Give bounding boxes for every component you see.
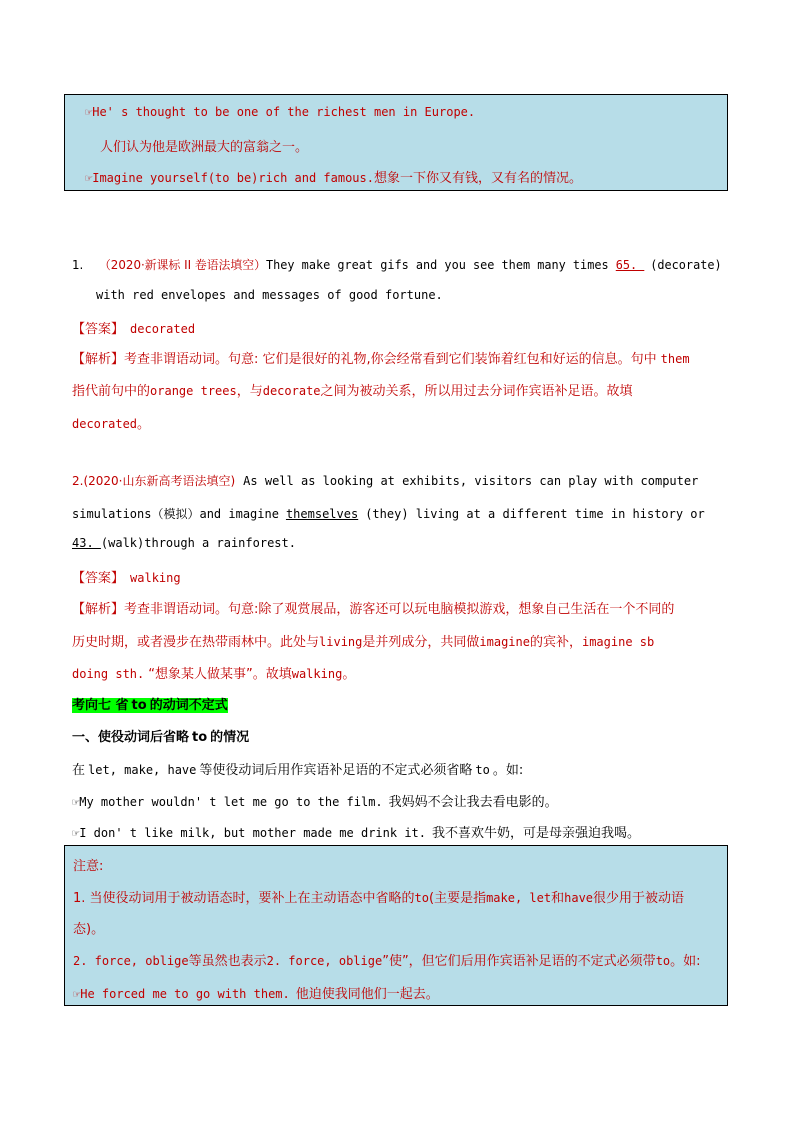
question-2-line-3: 43. (walk)through a rainforest. xyxy=(72,536,296,550)
question-2-explanation-3: doing sth. “想象某人做某事”。故填walking。 xyxy=(72,667,356,682)
subsection-heading: 一、使役动词后省略 to 的情况 xyxy=(72,730,250,745)
note-title: 注意: xyxy=(73,859,104,874)
section-heading: 考向七 省 to 的动词不定式 xyxy=(72,698,228,713)
question-2-line-2: simulations（模拟）and imagine themselves (they) living at a different time in history or xyxy=(72,507,705,521)
note-line-3: 2. force, oblige等虽然也表示2. force, oblige”使”，但它们后用作宾语补足语的不定式必须带to。如: xyxy=(73,954,701,969)
question-1-explanation-1: 【解析】考查非谓语动词。句意: 它们是很好的礼物,你会经常看到它们装饰着红包和好运的信息。句中 them xyxy=(72,352,690,367)
note-line-2: 态)。 xyxy=(73,922,105,937)
question-1-explanation-2: 指代前句中的orange trees，与decorate之间为被动关系，所以用过去分词作宾语补足语。故填 xyxy=(72,384,633,399)
note-line-1: 1. 当使役动词用于被动语态时，要补上在主动语态中省略的to(主要是指make, let和have很少用于被动语 xyxy=(73,891,685,906)
question-2-answer: 【答案】 walking xyxy=(72,571,181,586)
question-2-explanation-2: 历史时期，或者漫步在热带雨林中。此处与living是并列成分，共同做imagine的宾补，imagine sb xyxy=(72,635,655,650)
example-sentence-2: ☞I don' t like milk, but mother made me drink it. 我不喜欢牛奶，可是母亲强迫我喝。 xyxy=(72,826,641,841)
example-sentence-1: ☞My mother wouldn' t let me go to the film. 我妈妈不会让我去看电影的。 xyxy=(72,795,558,810)
question-2-line-1: 2.(2020·山东新高考语法填空) As well as looking at exhibits, visitors can play with computer xyxy=(72,474,699,488)
question-2-explanation-1: 【解析】考查非谓语动词。句意:除了观赏展品，游客还可以玩电脑模拟游戏，想象自己生活在一个不同的 xyxy=(72,602,675,617)
example-line-2: ☞Imagine yourself(to be)rich and famous.想象一下你又有钱，又有名的情况。 xyxy=(85,171,582,186)
question-1-line-1: 1. （2020·新课标 II 卷语法填空）They make great gifs and you see them many times 65. (decorate) xyxy=(72,258,722,272)
example-box-top xyxy=(64,94,728,191)
example-line-1: ☞He' s thought to be one of the richest men in Europe. xyxy=(85,105,476,119)
question-1-answer: 【答案】 decorated xyxy=(72,322,196,337)
question-1-line-2: with red envelopes and messages of good fortune. xyxy=(96,288,443,302)
rule-text: 在 let, make, have 等使役动词后用作宾语补足语的不定式必须省略 to 。如: xyxy=(72,763,524,778)
note-box xyxy=(64,845,728,1006)
example-translation-1: 人们认为他是欧洲最大的富翁之一。 xyxy=(100,140,309,155)
note-line-4: ☞He forced me to go with them. 他迫使我同他们一起去。 xyxy=(73,987,439,1002)
question-1-explanation-3: decorated。 xyxy=(72,417,151,432)
